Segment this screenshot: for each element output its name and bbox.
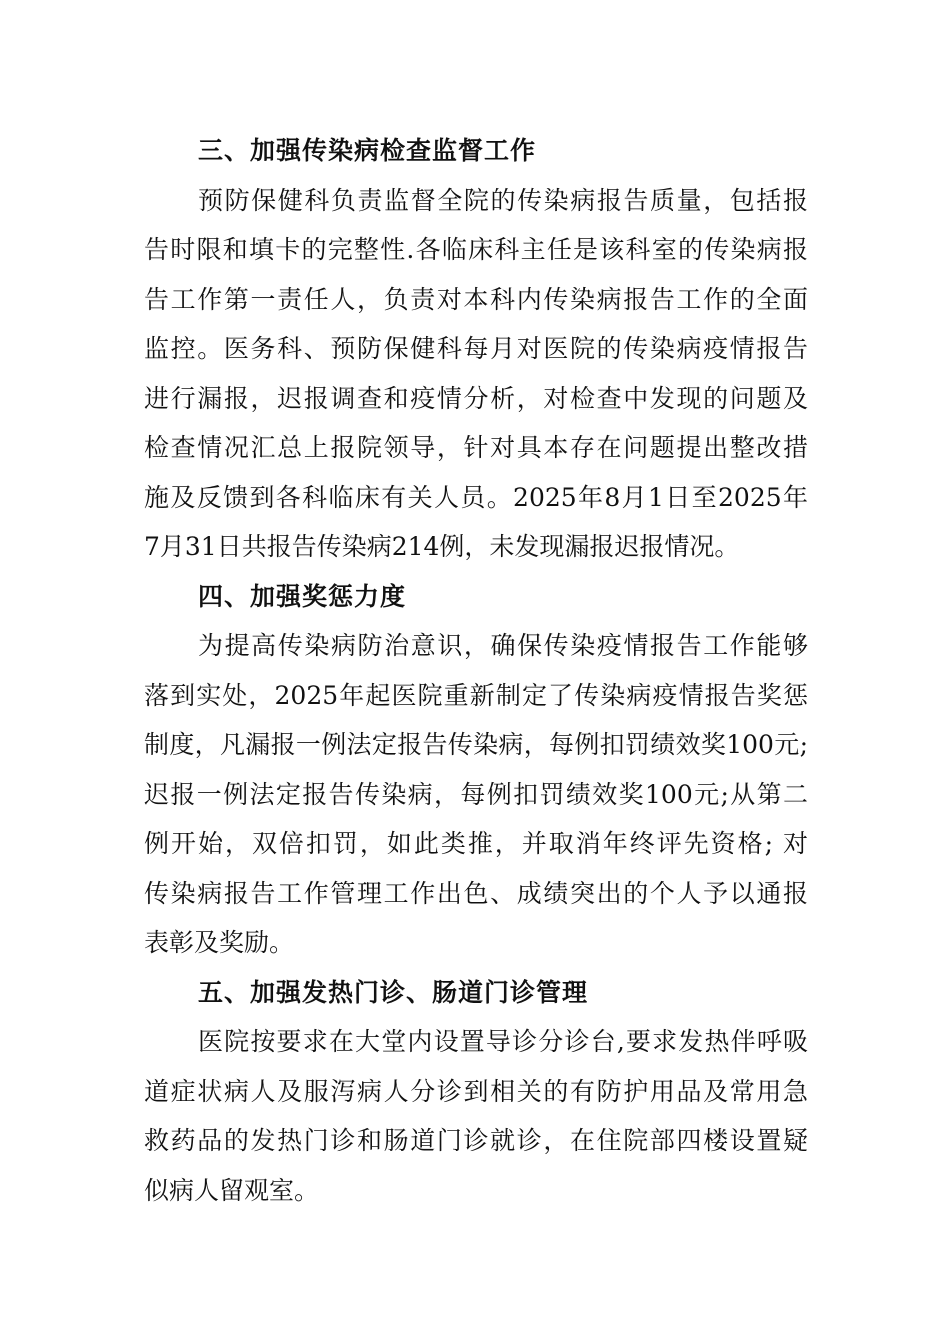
text-line: 落到实处，2025年起医院重新制定了传染病疫情报告奖惩 [144,680,808,710]
text-line: 救药品的发热门诊和肠道门诊就诊，在住院部四楼设置疑 [144,1126,808,1155]
text-line: 进行漏报，迟报调查和疫情分析，对检查中发现的问题及 [144,383,808,413]
text-line: 医院按要求在大堂内设置导诊分诊台,要求发热伴呼吸 [198,1027,808,1056]
text-line: 告时限和填卡的完整性.各临床科主任是该科室的传染病报 [144,235,808,264]
text-line: 为提高传染病防治意识，确保传染疫情报告工作能够 [198,631,808,660]
text-line: 表彰及奖励。 [144,928,295,957]
text-line: 7月31日共报告传染病214例，未发现漏报迟报情况。 [144,532,740,561]
text-line: 似病人留观室。 [144,1175,320,1205]
document-body [144,126,808,1215]
text-line: 道症状病人及服泻病人分诊到相关的有防护用品及常用急 [144,1076,808,1106]
text-line: 监控。医务科、预防保健科每月对医院的传染病疫情报告 [144,334,808,363]
paragraph-clinic-management [144,1017,808,1215]
section-heading-rewards: 四、加强奖惩力度 [198,581,407,611]
section-heading-clinic-management: 五、加强发热门诊、肠道门诊管理 [198,977,589,1007]
paragraph-rewards [144,621,808,968]
text-line: 制度，凡漏报一例法定报告传染病，每例扣罚绩效奖100元; [144,730,808,759]
text-line: 检查情况汇总上报院领导，针对具本存在问题提出整改措 [144,433,808,462]
text-line: 迟报一例法定报告传染病，每例扣罚绩效奖100元;从第二 [144,779,808,809]
text-line: 告工作第一责任人，负责对本科内传染病报告工作的全面 [144,284,808,314]
text-line: 预防保健科负责监督全院的传染病报告质量，包括报 [198,185,808,215]
text-line: 传染病报告工作管理工作出色、成绩突出的个人予以通报 [144,878,808,908]
paragraph-supervision [144,176,808,572]
text-line: 施及反馈到各科临床有关人员。2025年8月1日至2025年 [144,482,808,512]
text-line: 例开始，双倍扣罚，如此类推，并取消年终评先资格; 对 [144,829,808,858]
section-heading-supervision: 三、加强传染病检查监督工作 [198,136,537,165]
